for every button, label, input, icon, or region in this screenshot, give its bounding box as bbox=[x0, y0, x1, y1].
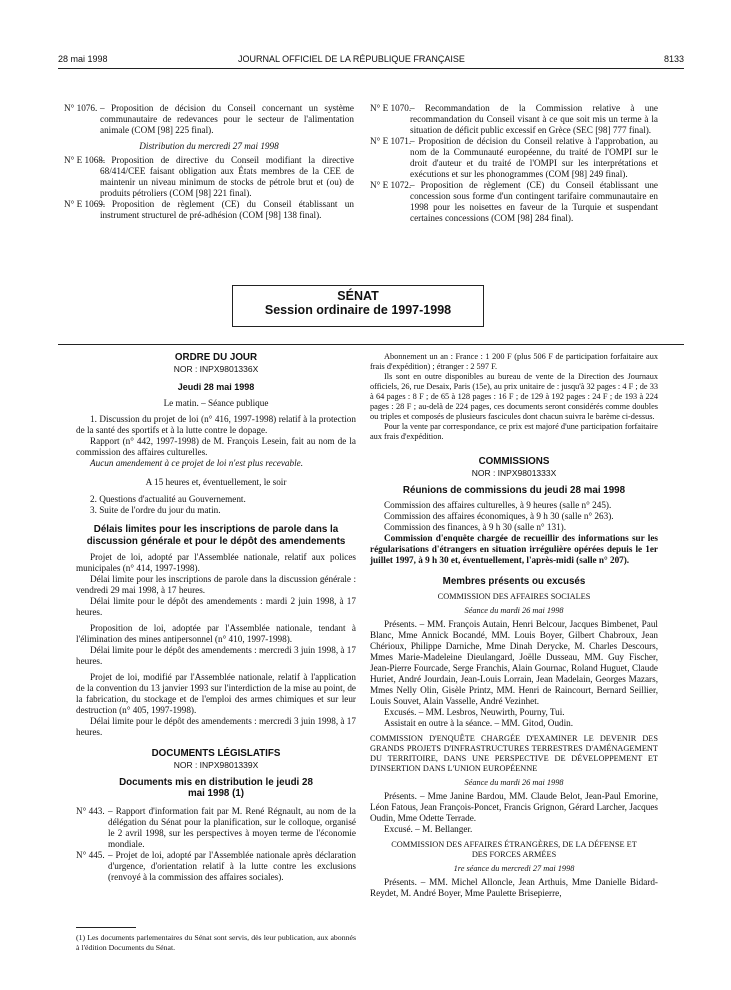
commissions-nor: NOR : INPX9801333X bbox=[471, 467, 557, 478]
page-header bbox=[58, 54, 684, 69]
item-text: – Proposition de règlement (CE) du Conseil établissant une concession sous forme d'un contingent tarifaire communautaire en 1998 pour les noisettes en faveur de la Turquie et suspendant certaines concessions (COM [98] 284 final). bbox=[410, 180, 658, 223]
item-text: – Rapport d'information fait par M. René Régnault, au nom de la délégation du Sénat pour la planification, sur le colloque, organisé le 2 avril 1998, sur les perspectives à moyen terme de l'économie mondiale. bbox=[108, 805, 356, 849]
item-number: N° E 1070. bbox=[370, 103, 412, 113]
reunion-item: Commission d'enquête chargée de recueillir des informations sur les régularisations d'étrangers en situation irrégulière opérées depuis le 1er juillet 1997, à 9 h 30 et, éventuellement, l'après-midi (salle n° 207). bbox=[370, 533, 658, 565]
assistait-list: Assistait en outre à la séance. – MM. Gitod, Oudin. bbox=[384, 717, 574, 728]
ordre-nor: NOR : INPX9801336X bbox=[173, 363, 259, 374]
paragraph: Proposition de loi, adoptée par l'Assemblée nationale, tendant à l'élimination des mines antipersonnel (n° 410, 1997-1998). bbox=[76, 623, 356, 644]
header-date: 28 mai 1998 bbox=[58, 54, 108, 64]
distribution-heading: Distribution du mercredi 27 mai 1998 bbox=[139, 141, 279, 151]
documents-title: DOCUMENTS LÉGISLATIFS bbox=[151, 748, 281, 759]
item-number: N° E 1071. bbox=[370, 136, 412, 146]
documents-nor: NOR : INPX9801339X bbox=[173, 759, 259, 770]
presents-list: Présents. – MM. Michel Alloncle, Jean Arthuis, Mme Danielle Bidard-Reydet, M. André Boyer, Mme Paulette Brisepierre, bbox=[370, 876, 658, 898]
paragraph: Rapport (n° 442, 1997-1998) de M. François Lesein, fait au nom de la commission des affaires culturelles. bbox=[76, 436, 356, 457]
item-number: N° E 1068. bbox=[64, 155, 106, 165]
seance-heading: 1re séance du mercredi 27 mai 1998 bbox=[453, 863, 575, 873]
seance-heading: Séance du mardi 26 mai 1998 bbox=[464, 605, 564, 615]
commissions-title: COMMISSIONS bbox=[478, 456, 550, 467]
matin-heading: Le matin. – Séance publique bbox=[163, 398, 269, 408]
list-item bbox=[370, 103, 658, 136]
correspondance-text: Pour la vente par correspondance, ce prix est majoré d'une participation forfaitaire aux frais d'expédition. bbox=[370, 422, 658, 441]
list-item bbox=[64, 155, 354, 199]
list-item bbox=[370, 136, 658, 180]
paragraph: 1. Discussion du projet de loi (n° 416, 1997-1998) relatif à la protection de la santé des sportifs et à la lutte contre le dopage. bbox=[76, 414, 356, 435]
footnote: (1) Les documents parlementaires du Sénat sont servis, dès leur publication, aux abonnés à l'édition Documents du Sénat. bbox=[76, 933, 356, 952]
seance-heading: Séance du mardi 26 mai 1998 bbox=[464, 777, 564, 787]
commission-title: COMMISSION DES AFFAIRES ÉTRANGÈRES, DE LA DÉFENSE ET DES FORCES ARMÉES bbox=[391, 839, 637, 859]
paragraph: Délai limite pour le dépôt des amendements : mercredi 3 juin 1998, à 17 heures. bbox=[76, 716, 356, 737]
item-text: – Proposition de directive du Conseil modifiant la directive 68/414/CEE faisant obligation aux États membres de la CEE de maintenir un niveau minimum de stocks de pétrole brut et (ou) de produits pétroliers (COM [98] 221 final). bbox=[100, 155, 354, 198]
list-item bbox=[76, 806, 356, 850]
top-left-column bbox=[64, 103, 354, 221]
item-number: N° 443. bbox=[76, 805, 105, 816]
abonnement-text: Abonnement un an : France : 1 200 F (plus 506 F de participation forfaitaire aux frais d'expédition) ; étranger : 2 597 F. bbox=[370, 352, 658, 371]
senat-title-box bbox=[232, 285, 484, 327]
list-item bbox=[64, 199, 354, 221]
item-number: N° 1076. bbox=[64, 103, 98, 113]
reunion-item: Commission des finances, à 9 h 30 (salle n° 131). bbox=[384, 522, 567, 532]
paragraph: Délai limite pour le dépôt des amendements : mardi 2 juin 1998, à 17 heures. bbox=[76, 596, 356, 617]
header-page-number: 8133 bbox=[663, 54, 684, 64]
jeudi-heading: Jeudi 28 mai 1998 bbox=[177, 381, 255, 392]
item-number: N° E 1072. bbox=[370, 180, 412, 190]
list-item bbox=[370, 180, 658, 224]
afternoon-heading: A 15 heures et, éventuellement, le soir bbox=[145, 477, 287, 487]
presents-list: Présents. – Mme Janine Bardou, MM. Claude Belot, Jean-Paul Emorine, Léon Fatous, Jean François-Poncet, Francis Grignon, Gérard Larcher, Jacques Oudin, Mme Odette Terrade. bbox=[370, 790, 658, 823]
list-item bbox=[76, 850, 356, 883]
excuses-list: Excusé. – M. Bellanger. bbox=[384, 823, 473, 834]
item-number: N° 445. bbox=[76, 849, 105, 860]
vente-text: Ils sont en outre disponibles au bureau de vente de la Direction des Journaux officiels, 26, rue Desaix, Paris (15e), au prix unitaire de : jusqu'à 32 pages : 4 F ; de 33 à 64 pages : 8 F ; de 65 à 128 pages : 16 F ; de 129 à 192 pages : 24 F ; de 193 à 224 pages : 28 F ; au-delà de 224 pages, ces documents seront considérés comme doubles ou triples et composés de plusieurs fascicules dont chacun suivra le barème ci-dessus. bbox=[370, 372, 658, 421]
delais-heading: Délais limites pour les inscriptions de parole dans la discussion générale et pour le dépôt des amendements bbox=[86, 524, 346, 547]
senat-title: SÉNAT bbox=[337, 289, 379, 303]
ordre-du-jour-title: ORDRE DU JOUR bbox=[174, 352, 258, 363]
membres-heading: Membres présents ou excusés bbox=[442, 576, 586, 587]
paragraph: Aucun amendement à ce projet de loi n'est plus recevable. bbox=[90, 458, 304, 468]
commission-title: COMMISSION DES AFFAIRES SOCIALES bbox=[437, 591, 591, 601]
presents-list: Présents. – MM. François Autain, Henri Belcour, Jacques Bimbenet, Paul Blanc, Mme Annick Bocandé, MM. Louis Boyer, Gilbert Chabroux, Jean Chérioux, Philippe Darniche, Mme Dinah Derycke, M. Charles Descours, Mmes Marie-Madeleine Dieulangard, Joëlle Dusseau, MM. Guy Fischer, Jean-Pierre Fourcade, Serge Franchis, Alain Gournac, Roland Huguet, Claude Huriet, André Jourdain, Jean-Louis Lorrain, Jean Madelain, Georges Mazars, Mmes Nelly Olin, Gisèle Printz, MM. Henri de Raincourt, Bernard Seillier, Louis Souvet, Alain Vasselle, André Vezinhet. bbox=[370, 618, 658, 706]
excuses-list: Excusés. – MM. Lesbros, Neuwirth, Pourny, Tui. bbox=[384, 706, 565, 717]
reunions-heading: Réunions de commissions du jeudi 28 mai 1998 bbox=[402, 484, 626, 496]
paragraph: Projet de loi, adopté par l'Assemblée nationale, relatif aux polices municipales (n° 414, 1997-1998). bbox=[76, 552, 356, 573]
divider bbox=[58, 344, 684, 345]
item-text: – Recommandation de la Commission relative à une recommandation du Conseil visant à ce que soit mis un terme à la situation de déficit public excessif en Grèce (SEC [98] 777 final). bbox=[410, 103, 658, 135]
right-column bbox=[370, 352, 658, 899]
paragraph: Projet de loi, modifié par l'Assemblée nationale, relatif à l'application de la convention du 13 janvier 1993 sur l'interdiction de la mise au point, de la fabrication, du stockage et de l'emploi des armes chimiques et sur leur destruction (n° 405, 1997-1998). bbox=[76, 672, 356, 715]
documents-subtitle: Documents mis en distribution le jeudi 28 mai 1998 (1) bbox=[119, 776, 313, 799]
item-text: – Proposition de règlement (CE) du Conseil établissant un instrument structurel de pré-adhésion (COM [98] 138 final). bbox=[100, 199, 354, 220]
top-right-column bbox=[370, 103, 658, 224]
reunion-item: Commission des affaires économiques, à 9 h 30 (salle n° 263). bbox=[384, 511, 614, 521]
paragraph: Délai limite pour le dépôt des amendements : mercredi 3 juin 1998, à 17 heures. bbox=[76, 645, 356, 666]
item-text: – Proposition de décision du Conseil concernant un système communautaire de redevances pour le secteur de l'alimentation animale (COM [98] 225 final). bbox=[100, 103, 354, 135]
reunion-item: Commission des affaires culturelles, à 9 heures (salle n° 245). bbox=[384, 500, 612, 510]
item-number: N° E 1069. bbox=[64, 199, 106, 209]
header-title: JOURNAL OFFICIEL DE LA RÉPUBLIQUE FRANÇAISE bbox=[238, 54, 465, 64]
item-text: – Proposition de décision du Conseil relative à l'approbation, au nom de la Communauté européenne, du traité de l'OMPI sur le droit d'auteur et du traité de l'OMPI sur les interprétations et exécutions et sur les phonogrammes (COM [98] 249 final). bbox=[410, 136, 658, 179]
list-item bbox=[64, 103, 354, 136]
senat-session: Session ordinaire de 1997-1998 bbox=[264, 303, 452, 317]
item-text: – Projet de loi, adopté par l'Assemblée nationale après déclaration d'urgence, d'orientation relatif à la lutte contre les exclusions (renvoyé à la commission des affaires sociales). bbox=[108, 849, 356, 882]
paragraph: 3. Suite de l'ordre du jour du matin. bbox=[90, 505, 221, 515]
footnote-divider bbox=[76, 927, 136, 928]
paragraph: Délai limite pour les inscriptions de parole dans la discussion générale : vendredi 29 mai 1998, à 17 heures. bbox=[76, 574, 356, 595]
commission-title: COMMISSION D'ENQUÊTE CHARGÉE D'EXAMINER LE DEVENIR DES GRANDS PROJETS D'INFRASTRUCTURES TERRESTRES D'AMÉNAGEMENT DU TERRITOIRE, DANS UNE PERSPECTIVE DE DÉVELOPPEMENT ET D'INSERTION DANS L'UNION EUROPÉENNE bbox=[370, 733, 658, 773]
left-column bbox=[76, 352, 356, 883]
paragraph: 2. Questions d'actualité au Gouvernement. bbox=[90, 494, 246, 504]
